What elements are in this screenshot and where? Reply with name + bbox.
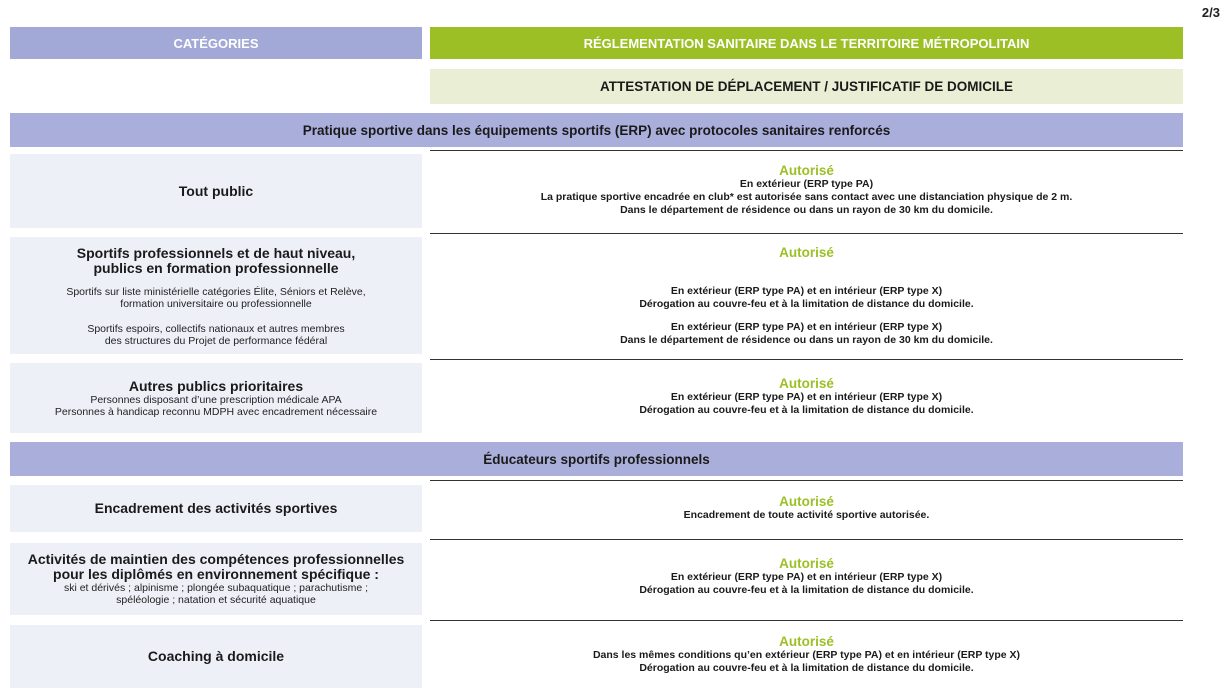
- row-divider: [430, 480, 1183, 481]
- regulation-line: Dérogation au couvre-feu et à la limitation de distance du domicile.: [639, 662, 974, 674]
- regulation-line: En extérieur (ERP type PA) et en intérieur (ERP type X): [670, 391, 943, 403]
- category-description: ski et dérivés ; alpinisme ; plongée subaquatique ; parachutisme ;: [63, 582, 369, 594]
- category-title: Activités de maintien des compétences professionnelles: [27, 551, 405, 567]
- regulation-line: En extérieur (ERP type PA): [739, 178, 874, 190]
- status-authorized: Autorisé: [779, 376, 834, 391]
- regulation-sportifs-pro-elite: [430, 285, 1183, 311]
- categories-header: CATÉGORIES: [10, 27, 422, 59]
- row-divider: [430, 539, 1183, 540]
- category-encadrement: [10, 485, 422, 532]
- regulation-sportifs-pro-espoirs: [430, 321, 1183, 347]
- regulation-line: La pratique sportive encadrée en club* est autorisée sans contact avec une distanciation physique de 2 m.: [540, 191, 1073, 203]
- regulation-line: Dans les mêmes conditions qu’en extérieur (ERP type PA) et en intérieur (ERP type X): [592, 649, 1021, 661]
- regulation-coaching: [430, 634, 1183, 675]
- category-title: Tout public: [178, 182, 254, 199]
- category-description: Sportifs espoirs, collectifs nationaux et autres membres: [87, 323, 345, 335]
- regulation-line: Encadrement de toute activité sportive autorisée.: [683, 509, 930, 521]
- status-authorized: Autorisé: [779, 163, 834, 178]
- attestation-header: ATTESTATION DE DÉPLACEMENT / JUSTIFICATIF DE DOMICILE: [430, 69, 1183, 104]
- category-title: Encadrement des activités sportives: [94, 500, 338, 516]
- regulation-header: RÉGLEMENTATION SANITAIRE DANS LE TERRITOIRE MÉTROPOLITAIN: [430, 27, 1183, 59]
- status-authorized: Autorisé: [779, 634, 834, 649]
- page-number: 2/3: [1201, 5, 1220, 20]
- category-description: spéléologie ; natation et sécurité aquatique: [116, 594, 316, 606]
- category-description: Personnes à handicap reconnu MDPH avec encadrement nécessaire: [54, 405, 378, 418]
- row-divider: [430, 150, 1183, 151]
- row-divider: [430, 233, 1183, 234]
- category-maintien: [10, 543, 422, 615]
- status-authorized: Autorisé: [779, 494, 834, 509]
- category-tout-public: [10, 154, 422, 228]
- category-title: Autres publics prioritaires: [128, 377, 304, 394]
- regulation-line: Dérogation au couvre-feu et à la limitation de distance du domicile.: [639, 298, 974, 310]
- row-divider: [430, 620, 1183, 621]
- regulation-autres-publics: [430, 376, 1183, 417]
- category-title: publics en formation professionnelle: [93, 260, 339, 276]
- regulation-line: En extérieur (ERP type PA) et en intérieur (ERP type X): [670, 285, 943, 297]
- regulation-line: Dans le département de résidence ou dans un rayon de 30 km du domicile.: [620, 334, 993, 346]
- row-divider: [430, 359, 1183, 360]
- regulation-sportifs-pro: [430, 245, 1183, 260]
- category-coaching: [10, 625, 422, 688]
- category-description: Personnes disposant d’une prescription médicale APA: [90, 393, 342, 406]
- category-title: pour les diplômés en environnement spécifique :: [53, 566, 379, 582]
- category-title: Sportifs professionnels et de haut niveau,: [76, 245, 356, 261]
- category-description: des structures du Projet de performance fédéral: [104, 335, 328, 347]
- status-authorized: Autorisé: [779, 245, 834, 260]
- section-educateurs: Éducateurs sportifs professionnels: [10, 442, 1183, 476]
- regulation-line: Dérogation au couvre-feu et à la limitation de distance du domicile.: [639, 584, 974, 596]
- status-authorized: Autorisé: [779, 556, 834, 571]
- regulation-encadrement: [430, 494, 1183, 522]
- category-description: formation universitaire ou professionnelle: [120, 298, 312, 310]
- regulation-line: En extérieur (ERP type PA) et en intérieur (ERP type X): [670, 321, 943, 333]
- category-autres-publics: [10, 363, 422, 433]
- regulation-maintien: [430, 556, 1183, 597]
- regulation-tout-public: [430, 163, 1183, 217]
- category-description: Sportifs sur liste ministérielle catégories Élite, Séniors et Relève,: [66, 286, 366, 298]
- regulation-line: Dans le département de résidence ou dans un rayon de 30 km du domicile.: [620, 204, 993, 216]
- category-sportifs-pro: [10, 237, 422, 354]
- section-erp: Pratique sportive dans les équipements sportifs (ERP) avec protocoles sanitaires renforcés: [10, 113, 1183, 147]
- regulation-line: Dérogation au couvre-feu et à la limitation de distance du domicile.: [639, 404, 974, 416]
- regulation-line: En extérieur (ERP type PA) et en intérieur (ERP type X): [670, 571, 943, 583]
- category-title: Coaching à domicile: [147, 648, 285, 664]
